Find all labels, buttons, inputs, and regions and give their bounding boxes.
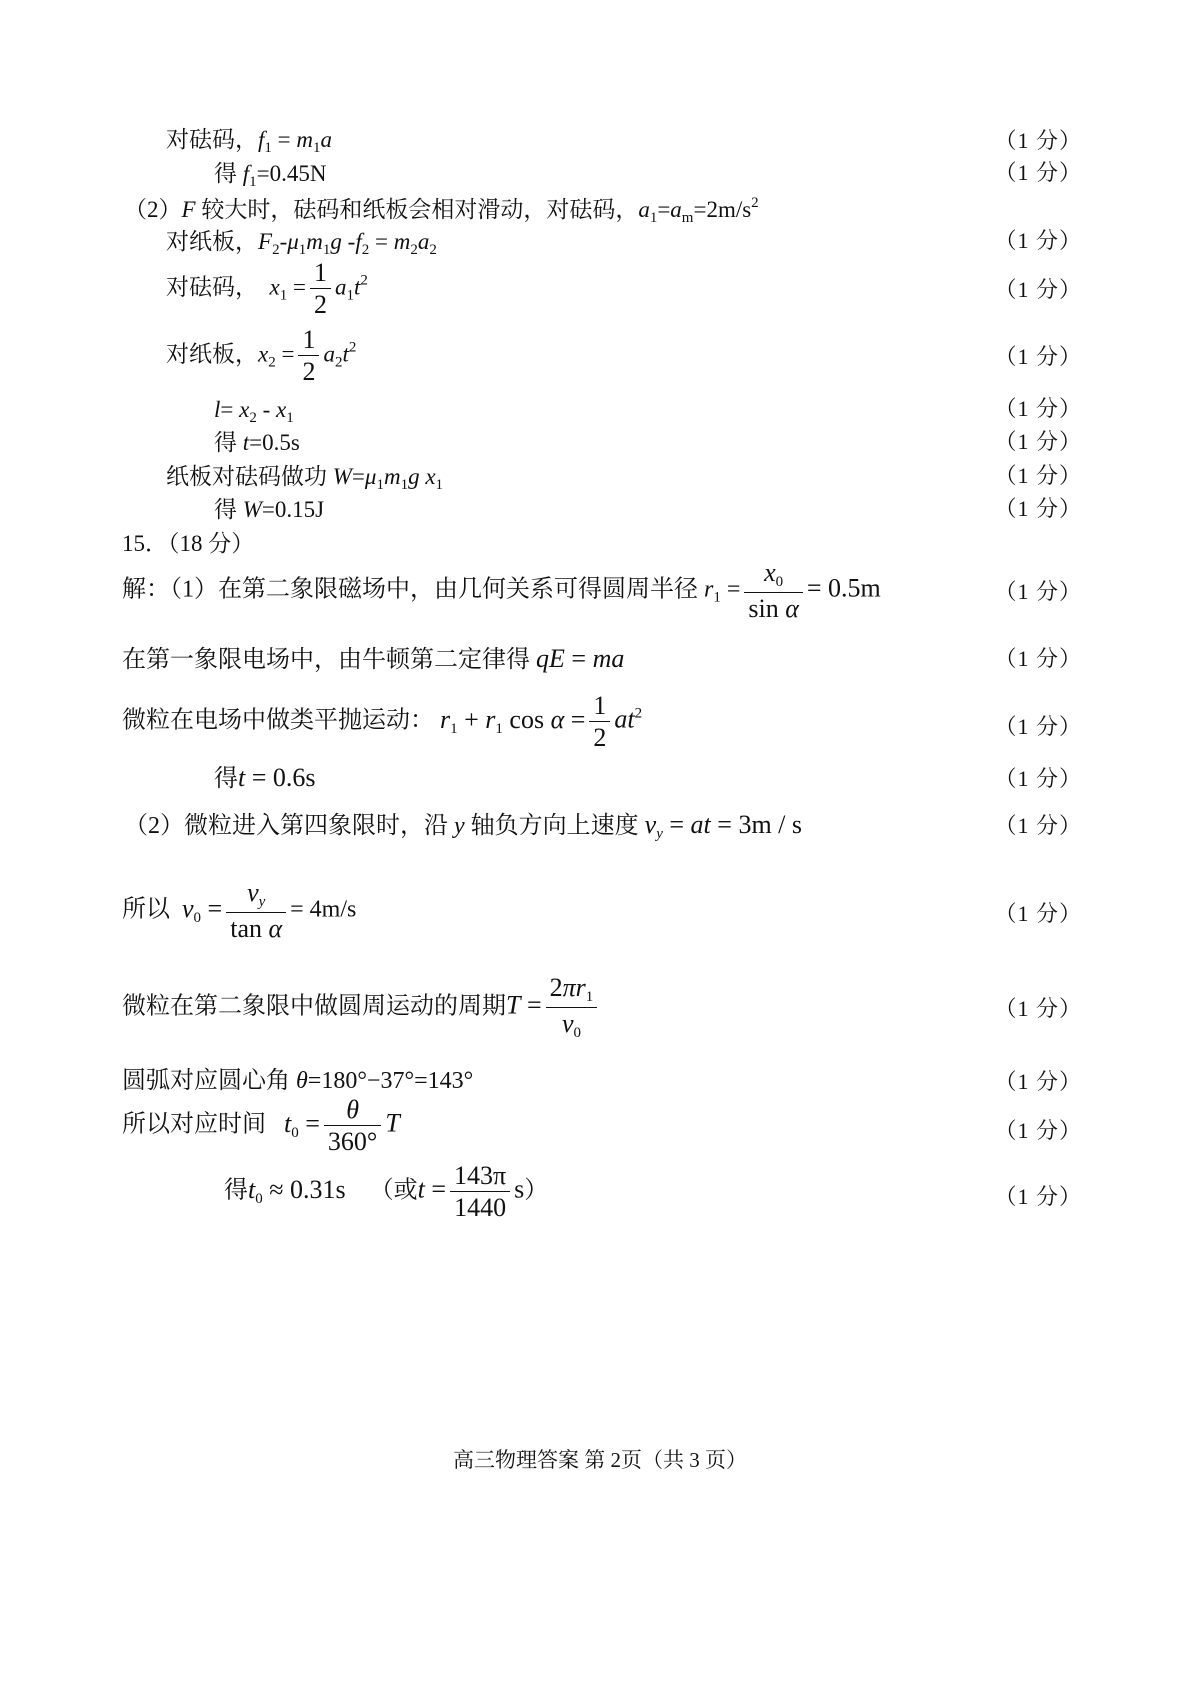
points-3: （1 分） xyxy=(994,228,1082,253)
line-v0-eq: 所以 $v_0$ = $\frac{v_y}{\text{tan α}}$ = 4m/s xyxy=(122,878,357,943)
line-t0-result: 得$t_0 \approx 0.31s$ （或t = $\frac{143\pi}{1440}$ s） xyxy=(224,1161,549,1222)
line-r1-eq: 解：（1）在第二象限磁场中，由几何关系可得圆周半径 $r_1$ = $\frac{x_0}{\text{sin α}}$ = 0.5m xyxy=(122,558,881,623)
line-vy-eq: （2）微粒进入第四象限时，沿 y 轴负方向上速度 $v_y$ = at = 3m / s xyxy=(124,810,803,842)
points-14: （1 分） xyxy=(994,813,1082,838)
points-9: （1 分） xyxy=(994,496,1082,521)
points-18: （1 分） xyxy=(994,1118,1082,1143)
line-t0-eq: 所以对应时间 $t_0$ = $\frac{\theta}{360^\circ}$ T xyxy=(122,1095,400,1156)
points-1: （1 分） xyxy=(994,128,1082,153)
line-t2-result: 得t = 0.6s xyxy=(214,763,316,792)
line-part2-intro: （2）F 较大时，砝码和纸板会相对滑动，对砝码，$a_1=a_m=2m/s^2$ xyxy=(124,195,759,226)
line-period-eq: 微粒在第二象限中做圆周运动的周期T = $\frac{2\pi r_1}{v_0}$ xyxy=(122,975,601,1041)
points-2: （1 分） xyxy=(994,160,1082,185)
points-16: （1 分） xyxy=(994,996,1082,1021)
points-5: （1 分） xyxy=(994,344,1082,369)
line-x2-eq: 对纸板，$x_2$ = $\frac{1}{2}$ $a_2t^2$ xyxy=(166,325,357,386)
line-f1-eq: 对砝码，$f_1 = m_1a$ xyxy=(166,127,332,156)
points-6: （1 分） xyxy=(994,396,1082,421)
points-15: （1 分） xyxy=(994,901,1082,926)
page-footer: 高三物理答案 第 2页（共 3 页） xyxy=(453,1448,747,1472)
line-work-result: 得 W=0.15J xyxy=(214,497,325,522)
points-11: （1 分） xyxy=(994,646,1082,671)
line-angle-eq: 圆弧对应圆心角 θ=180°−37°=143° xyxy=(122,1068,474,1094)
points-12: （1 分） xyxy=(994,714,1082,739)
line-f1-result: 得 $f_1=0.45N$ xyxy=(214,161,327,190)
line-work-eq: 纸板对砝码做功 $W=\mu_1m_1g$ $x_1$ xyxy=(166,464,444,493)
points-19: （1 分） xyxy=(994,1184,1082,1209)
points-8: （1 分） xyxy=(994,463,1082,488)
points-4: （1 分） xyxy=(994,277,1082,302)
line-newton-eq: 在第一象限电场中，由牛顿第二定律得 qE = ma xyxy=(122,644,625,673)
line-l-eq: $l= x_2 - x_1$ xyxy=(214,397,294,426)
line-board-eq: 对纸板，$F_2-\mu_1m_1g$ $-f_2 = m_2a_2$ xyxy=(166,229,437,258)
line-t-result: 得 t=0.5s xyxy=(214,430,300,455)
points-10: （1 分） xyxy=(994,579,1082,604)
line-projectile-eq: 微粒在电场中做类平抛运动： $r_1 + r_1$ cos α = $\frac{1}{2}$ $at^2$ xyxy=(122,691,643,752)
points-13: （1 分） xyxy=(994,766,1082,791)
line-x1-eq: 对砝码， $x_1$ = $\frac{1}{2}$ $a_1t^2$ xyxy=(166,258,368,319)
points-17: （1 分） xyxy=(994,1069,1082,1094)
question-15-heading: 15．（18 分） xyxy=(122,531,255,556)
points-7: （1 分） xyxy=(994,429,1082,454)
